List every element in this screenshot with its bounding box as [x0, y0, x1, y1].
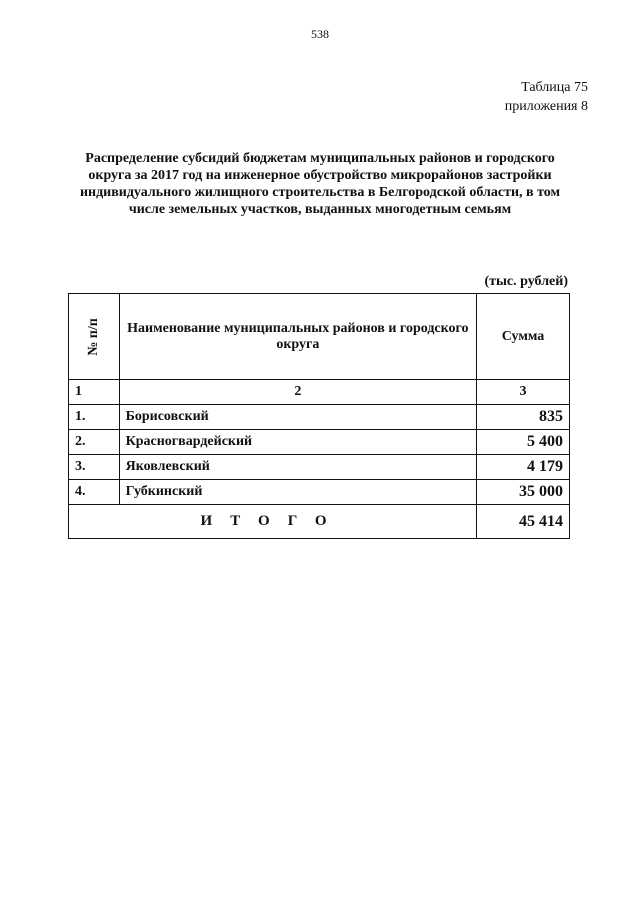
total-label: ИТОГО	[69, 505, 477, 539]
row-name: Губкинский	[119, 480, 476, 505]
row-name: Борисовский	[119, 405, 476, 430]
row-sum: 835	[477, 405, 570, 430]
table-header-row	[69, 294, 570, 380]
header-name: Наименование муниципальных районов и городского округа	[119, 294, 476, 380]
column-numbers-row	[69, 380, 570, 405]
column-number-3: 3	[477, 380, 570, 405]
table-row	[69, 405, 570, 430]
column-number-1: 1	[69, 380, 120, 405]
header-number-label: № п/п	[85, 317, 101, 356]
table-row	[69, 455, 570, 480]
row-number: 1.	[69, 405, 120, 430]
row-sum: 35 000	[477, 480, 570, 505]
header-sum: Сумма	[477, 294, 570, 380]
row-number: 3.	[69, 455, 120, 480]
unit-label: (тыс. рублей)	[484, 274, 568, 289]
header-number	[69, 294, 120, 380]
row-sum: 5 400	[477, 430, 570, 455]
subsidy-table	[68, 293, 570, 539]
annex-table-label: Таблица 75	[521, 80, 588, 95]
annex-reference	[505, 78, 588, 116]
total-row	[69, 505, 570, 539]
row-number: 4.	[69, 480, 120, 505]
row-name: Яковлевский	[119, 455, 476, 480]
row-sum: 4 179	[477, 455, 570, 480]
table-row	[69, 480, 570, 505]
total-sum: 45 414	[477, 505, 570, 539]
column-number-2: 2	[119, 380, 476, 405]
page-number: 538	[311, 27, 329, 41]
table-row	[69, 430, 570, 455]
annex-appendix-label: приложения 8	[504, 99, 588, 114]
document-title: Распределение субсидий бюджетам муниципальных районов и городского округа за 2017 год на инженерное обустройство микрорайонов застройки индивидуального жилищного строительства в Белгородской области, в том числе земельных участков, выданных многодетным семьям	[79, 151, 561, 217]
row-name: Красногвардейский	[119, 430, 476, 455]
row-number: 2.	[69, 430, 120, 455]
